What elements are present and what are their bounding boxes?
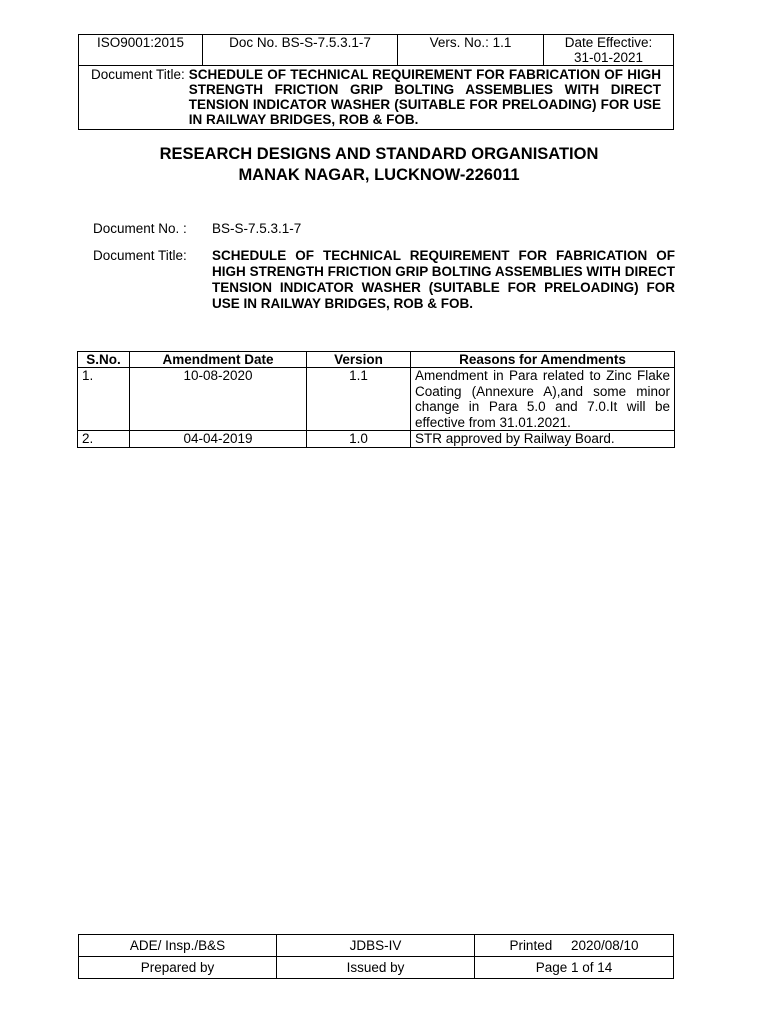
amendments-table	[77, 351, 675, 448]
organisation-name: RESEARCH DESIGNS AND STANDARD ORGANISATION	[159, 145, 599, 163]
printed-label: Printed	[509, 938, 553, 953]
prepared-by-value: ADE/ Insp./B&S	[79, 935, 277, 957]
row-reason: Amendment in Para related to Zinc Flake Coating (Annexure A),and some minor change in Para 5.0 and 7.0.It will be effective from 31.01.2021.	[411, 368, 675, 431]
header-title-row	[79, 66, 674, 130]
col-header-sno: S.No.	[78, 352, 130, 368]
row-version: 1.0	[307, 431, 411, 448]
date-effective-cell	[544, 35, 674, 66]
row-date: 04-04-2019	[130, 431, 307, 448]
header-title-cell	[79, 66, 674, 130]
document-title-value: SCHEDULE OF TECHNICAL REQUIREMENT FOR FABRICATION OF HIGH STRENGTH FRICTION GRIP BOLTING ASSEMBLIES WITH DIRECT TENSION INDICATOR WASHER (SUITABLE FOR PRELOADING) FOR USE IN RAILWAY BRIDGES, ROB & FOB.	[212, 248, 675, 311]
col-header-amendment-date: Amendment Date	[130, 352, 307, 368]
printed-cell	[475, 935, 674, 957]
header-title-label: Document Title:	[91, 67, 185, 82]
header-title-text: SCHEDULE OF TECHNICAL REQUIREMENT FOR FABRICATION OF HIGH STRENGTH FRICTION GRIP BOLTING ASSEMBLIES WITH DIRECT TENSION INDICATOR WASHER (SUITABLE FOR PRELOADING) FOR USE IN RAILWAY BRIDGES, ROB & FOB.	[188, 67, 661, 127]
row-sno: 1.	[78, 368, 130, 431]
table-row	[78, 368, 675, 431]
issued-by-label: Issued by	[277, 957, 475, 979]
doc-no-cell: Doc No. BS-S-7.5.3.1-7	[203, 35, 398, 66]
document-footer-table	[78, 934, 674, 979]
footer-bottom-row	[79, 957, 674, 979]
amendments-header-row	[78, 352, 675, 368]
row-date: 10-08-2020	[130, 368, 307, 431]
date-effective-label: Date Effective:	[564, 35, 653, 50]
date-effective-value: 31-01-2021	[573, 50, 644, 65]
footer-top-row	[79, 935, 674, 957]
iso-cell: ISO9001:2015	[79, 35, 203, 66]
document-header-table	[78, 34, 674, 130]
document-number-label: Document No. :	[93, 221, 187, 236]
document-number-value: BS-S-7.5.3.1-7	[212, 221, 302, 236]
table-row	[78, 431, 675, 448]
header-meta-row	[79, 35, 674, 66]
document-number-row	[93, 221, 675, 236]
issued-by-value: JDBS-IV	[277, 935, 475, 957]
col-header-reasons: Reasons for Amendments	[411, 352, 675, 368]
page-number: Page 1 of 14	[475, 957, 674, 979]
prepared-by-label: Prepared by	[79, 957, 277, 979]
col-header-version: Version	[307, 352, 411, 368]
document-title-row	[93, 248, 675, 312]
document-title-label: Document Title:	[93, 248, 187, 263]
row-version: 1.1	[307, 368, 411, 431]
organisation-heading	[0, 144, 758, 186]
organisation-address: MANAK NAGAR, LUCKNOW-226011	[238, 166, 520, 184]
row-reason: STR approved by Railway Board.	[411, 431, 675, 448]
version-cell: Vers. No.: 1.1	[398, 35, 544, 66]
printed-date: 2020/08/10	[570, 938, 639, 953]
row-sno: 2.	[78, 431, 130, 448]
